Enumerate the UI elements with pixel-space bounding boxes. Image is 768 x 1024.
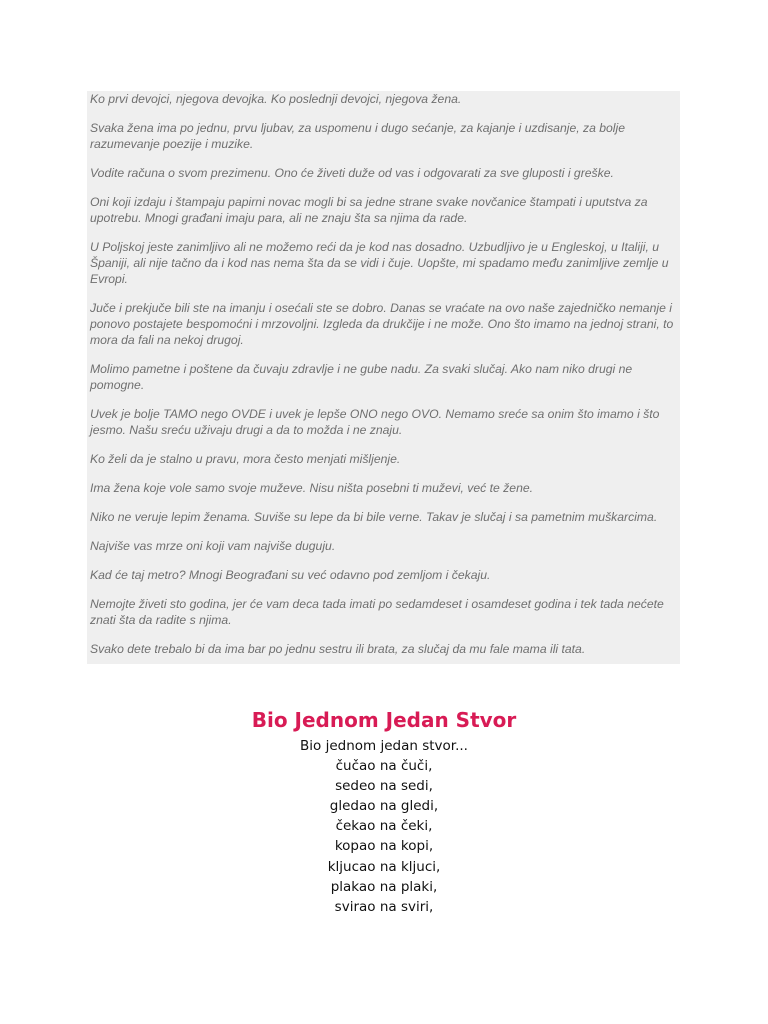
quote-paragraph: Niko ne veruje lepim ženama. Suviše su lepe da bi bile verne. Takav je slučaj i sa pametnim muškarcima. <box>90 510 658 524</box>
poem-line: Bio jednom jedan stvor... <box>300 738 468 754</box>
quote-paragraph: Ima žena koje vole samo svoje muževe. Nisu ništa posebni ti muževi, već te žene. <box>90 481 534 495</box>
quote-paragraph: Nemojte živeti sto godina, jer će vam deca tada imati po sedamdeset i osamdeset godina i tek tada nećete znati šta da radite s njima. <box>90 597 664 627</box>
poem-line: svirao na sviri, <box>334 898 434 915</box>
quote-paragraph: Kad će taj metro? Mnogi Beograđani su već odavno pod zemljom i čekaju. <box>90 568 491 582</box>
poem-title: Bio Jednom Jedan Stvor <box>251 708 517 732</box>
poem-line: kopao na kopi, <box>334 838 434 855</box>
quote-paragraph: Molimo pametne i poštene da čuvaju zdravlje i ne gube nadu. Za svaki slučaj. Ako nam niko drugi ne pomogne. <box>90 362 633 392</box>
quote-paragraph: Ko želi da je stalno u pravu, mora često menjati mišljenje. <box>90 452 401 466</box>
quote-paragraph: Oni koji izdaju i štampaju papirni novac mogli bi sa jedne strane svake novčanice štampati i uputstva za upotrebu. Mnogi građani imaju para, ali ne znaju šta sa njima da rade. <box>90 195 648 225</box>
poem-body <box>0 736 768 917</box>
quote-paragraph: Uvek je bolje TAMO nego OVDE i uvek je lepše ONO nego OVO. Nemamo sreće sa onim što imamo i što jesmo. Našu sreću uživaju drugi a da to možda i ne znaju. <box>90 407 660 437</box>
quote-paragraph: Svako dete trebalo bi da ima bar po jednu sestru ili brata, za slučaj da mu fale mama ili tata. <box>90 642 586 656</box>
poem-line: kljucao na kljuci, <box>327 858 441 875</box>
quote-paragraph: Svaka žena ima po jednu, prvu ljubav, za uspomenu i dugo sećanje, za kajanje i uzdisanje, za bolje razumevanje poezije i muzike. <box>90 121 625 151</box>
quote-paragraph: Ko prvi devojci, njegova devojka. Ko poslednji devojci, njegova žena. <box>90 92 462 106</box>
poem-line: gledao na gledi, <box>329 798 439 815</box>
quote-paragraph: Najviše vas mrze oni koji vam najviše duguju. <box>90 539 336 553</box>
quote-paragraph: U Poljskoj jeste zanimljivo ali ne možemo reći da je kod nas dosadno. Uzbudljivo je u Engleskoj, u Italiji, u Španiji, ali nije tačno da i kod nas nema šta da se vidi i čuje. Uopšte, mi spadamo među zanimljive zemlje u Evropi. <box>90 240 669 286</box>
poem-line: plakao na plaki, <box>330 878 438 895</box>
poem-line: sedeo na sedi, <box>335 778 433 795</box>
poem-line: čučao na čuči, <box>335 758 433 775</box>
quotes-panel <box>87 91 680 664</box>
poem-line: čekao na čeki, <box>335 818 433 835</box>
quote-paragraph: Vodite računa o svom prezimenu. Ono će živeti duže od vas i odgovarati za sve gluposti i greške. <box>90 166 614 180</box>
quote-paragraph: Juče i prekjuče bili ste na imanju i osećali ste se dobro. Danas se vraćate na ovo naše zajedničko nemanje i ponovo postajete bespomoćni i mrzovoljni. Izgleda da drukčije i ne može. Ono što imamo na jednoj strani, to mora da fali na nekoj drugoj. <box>90 301 674 347</box>
